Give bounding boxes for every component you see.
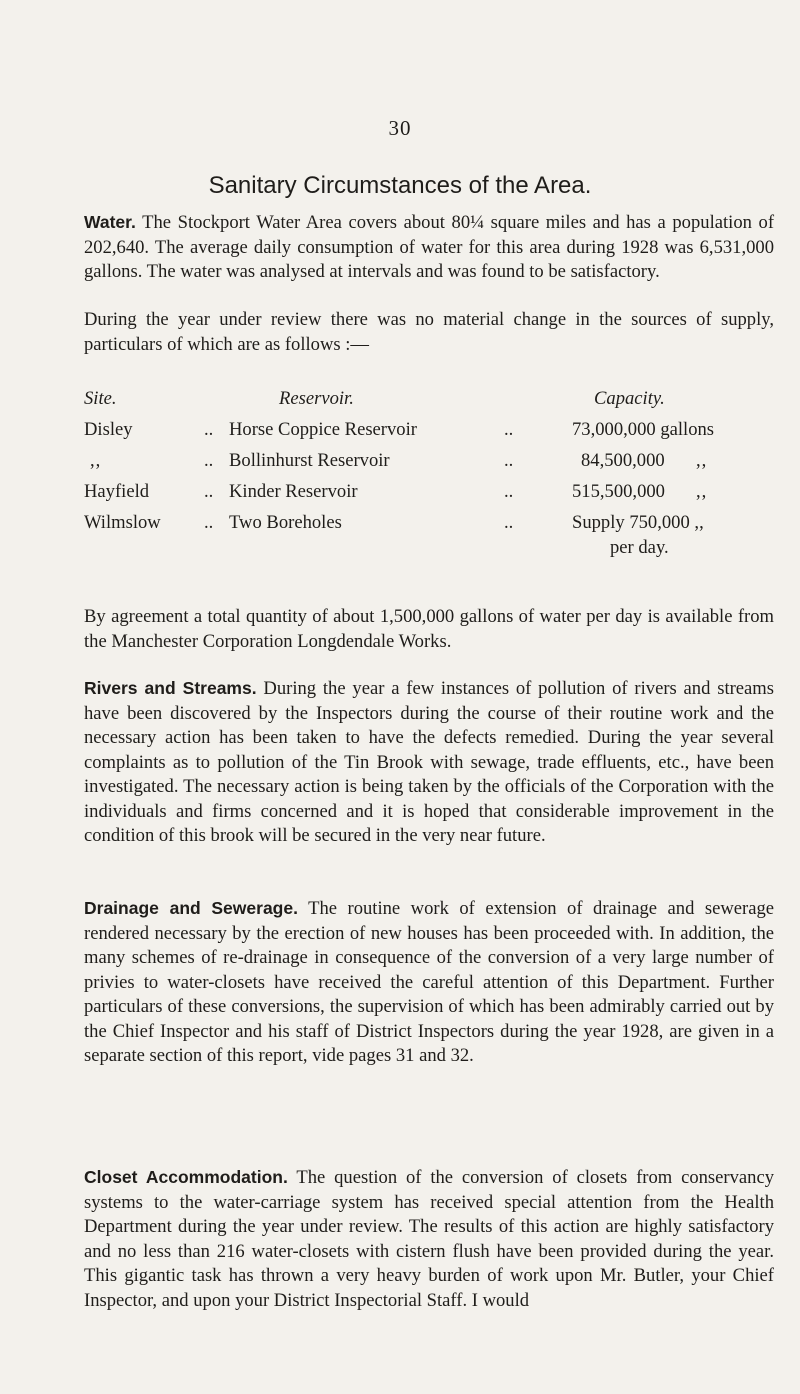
row-3-reservoir: Kinder Reservoir [229, 481, 358, 502]
row-2-leader-a: .. [204, 450, 214, 471]
page-number: 30 [388, 116, 412, 140]
row-4-leader-b: .. [504, 512, 514, 533]
row-1-capacity: 73,000,000 gallons [572, 419, 715, 440]
row-2-unit: ,, [696, 450, 708, 471]
row-4-capacity: Supply 750,000 ,, [572, 512, 704, 533]
row-2-leader-b: .. [504, 450, 514, 471]
rivers-heading: Rivers and Streams. [84, 678, 257, 698]
row-1-site: Disley [84, 419, 133, 440]
closet-paragraph [84, 1165, 774, 1313]
header-site: Site. [84, 388, 117, 409]
row-4-site: Wilmslow [84, 512, 161, 533]
water-heading: Water. [84, 212, 136, 232]
drainage-paragraph [84, 896, 774, 1069]
rivers-paragraph [84, 676, 774, 849]
drainage-heading: Drainage and Sewerage. [84, 898, 298, 918]
closet-text: The question of the conversion of closets from conservancy systems to the water-carriage system has received special attention from the Health Department during the year under review. The results of this action are highly satisfactory and no less than 216 water-closets with cistern flush have been provided during the year. This gigantic task has thrown a very heavy burden of work upon Mr. Butler, your Chief Inspector, and upon your District Inspectorial Staff. I would [84, 1167, 775, 1311]
agreement-paragraph: By agreement a total quantity of about 1,500,000 gallons of water per day is available from the Manchester Corporation Longdendale Works. [84, 606, 774, 652]
capacity-note: per day. [610, 537, 669, 558]
row-2-site: ,, [90, 450, 102, 471]
row-4-reservoir: Two Boreholes [229, 512, 342, 533]
row-3-capacity: 515,500,000 [572, 481, 665, 502]
header-reservoir: Reservoir. [279, 388, 354, 409]
row-2-capacity: 84,500,000 [581, 450, 665, 471]
closet-heading: Closet Accommodation. [84, 1167, 288, 1187]
drainage-text: The routine work of extension of drainage and sewerage rendered necessary by the erection of new houses has been proceeded with. In addition, the many schemes of re-drainage in consequence of the conversion of a very large number of privies to water-closets have received the careful attention of this Department. Further particulars of these conversions, the supervision of which has been admirably carried out by the Chief Inspector and his staff of District Inspectors during the year 1928, are given in a separate section of this report, vide pages 31 and 32. [84, 898, 775, 1066]
row-3-unit: ,, [696, 481, 708, 502]
sources-intro-paragraph: During the year under review there was no material change in the sources of supply, particulars of which are as follows :— [84, 309, 774, 355]
page-title: Sanitary Circumstances of the Area. [208, 172, 592, 199]
row-1-leader-a: .. [204, 419, 214, 440]
row-1-reservoir: Horse Coppice Reservoir [229, 419, 417, 440]
rivers-text: During the year a few instances of pollution of rivers and streams have been discovered by the Inspectors during the course of their routine work and the necessary action has been taken to have the defects remedied. During the year several complaints as to pollution of the Tin Brook with sewage, trade effluents, etc., have been investigated. The necessary action is being taken by the officials of the Corporation with the individuals and firms concerned and it is hoped that considerable improvement in the condition of this brook will be secured in the very near future. [84, 678, 775, 846]
header-capacity: Capacity. [594, 388, 665, 409]
water-paragraph [84, 210, 774, 285]
water-text: The Stockport Water Area covers about 80¼ square miles and has a population of 202,640. The average daily consumption of water for this area during 1928 was 6,531,000 gallons. The water was analysed at intervals and was found to be satisfactory. [84, 212, 775, 282]
row-2-reservoir: Bollinhurst Reservoir [229, 450, 390, 471]
row-4-leader-a: .. [204, 512, 214, 533]
row-3-leader-b: .. [504, 481, 514, 502]
row-3-leader-a: .. [204, 481, 214, 502]
row-3-site: Hayfield [84, 481, 150, 502]
row-1-leader-b: .. [504, 419, 514, 440]
